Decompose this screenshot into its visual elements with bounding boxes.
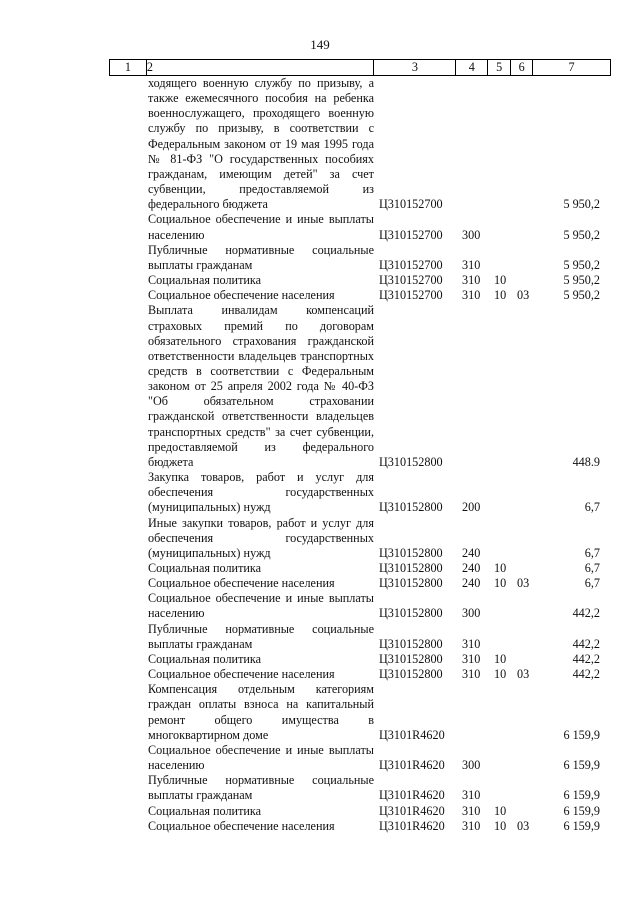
table-row <box>109 622 611 652</box>
row-code: Ц310152700 <box>379 273 443 288</box>
row-amount: 6,7 <box>584 545 600 560</box>
table-row <box>109 682 611 743</box>
row-expense-type: 310 <box>462 818 481 833</box>
row-amount: 6 159,9 <box>563 818 600 833</box>
row-name: Социальное обеспечение населения <box>148 818 335 833</box>
row-code: Ц310152800 <box>379 651 443 666</box>
row-expense-type: 310 <box>462 803 481 818</box>
row-name: Публичные нормативные социальные выплаты гражданам <box>148 621 374 651</box>
header-col-2: 2 <box>147 60 375 75</box>
row-code: Ц310152800 <box>379 500 443 515</box>
table-row <box>109 652 611 667</box>
row-amount: 5 950,2 <box>563 227 600 242</box>
page-number: 149 <box>310 37 330 52</box>
row-amount: 448.9 <box>572 454 600 469</box>
row-name: Закупка товаров, работ и услуг для обеспечения государственных (муниципальных) нужд <box>148 470 374 515</box>
row-expense-type: 310 <box>462 273 481 288</box>
row-name: Социальная политика <box>148 803 262 818</box>
row-section: 10 <box>494 288 507 303</box>
table-body <box>109 76 611 834</box>
row-amount: 5 950,2 <box>563 197 600 212</box>
row-section: 10 <box>494 803 507 818</box>
table-row <box>109 743 611 773</box>
row-code: Ц310152700 <box>379 288 443 303</box>
row-name: Социальное обеспечение населения <box>148 576 335 591</box>
row-subsection: 03 <box>517 667 530 682</box>
table-row <box>109 773 611 803</box>
row-amount: 6 159,9 <box>563 803 600 818</box>
table-row <box>109 288 611 303</box>
row-code: Ц310152800 <box>379 606 443 621</box>
header-col-7: 7 <box>533 60 611 75</box>
row-section: 10 <box>494 273 507 288</box>
row-code: Ц3101R4620 <box>379 727 445 742</box>
table-row <box>109 667 611 682</box>
row-amount: 442,2 <box>572 606 600 621</box>
row-section: 10 <box>494 667 507 682</box>
row-amount: 442,2 <box>572 651 600 666</box>
table-row <box>109 576 611 591</box>
row-section: 10 <box>494 576 507 591</box>
row-expense-type: 310 <box>462 636 481 651</box>
row-expense-type: 310 <box>462 788 481 803</box>
table-row <box>109 273 611 288</box>
table-header <box>109 59 611 76</box>
row-name: Социальное обеспечение и иные выплаты населению <box>148 591 374 621</box>
row-expense-type: 240 <box>462 576 481 591</box>
budget-table <box>109 59 611 834</box>
row-expense-type: 300 <box>462 606 481 621</box>
table-row <box>109 804 611 819</box>
row-code: Ц3101R4620 <box>379 788 445 803</box>
row-expense-type: 240 <box>462 545 481 560</box>
row-name: Социальная политика <box>148 651 262 666</box>
row-amount: 5 950,2 <box>563 273 600 288</box>
table-row <box>109 212 611 242</box>
table-row <box>109 470 611 515</box>
row-name: Социальное обеспечение населения <box>148 288 335 303</box>
row-code: Ц310152800 <box>379 454 443 469</box>
row-code: Ц3101R4620 <box>379 818 445 833</box>
table-row <box>109 243 611 273</box>
row-section: 10 <box>494 818 507 833</box>
row-code: Ц3101R4620 <box>379 803 445 818</box>
row-amount: 5 950,2 <box>563 257 600 272</box>
row-amount: 6,7 <box>584 576 600 591</box>
row-amount: 6 159,9 <box>563 758 600 773</box>
row-code: Ц310152800 <box>379 576 443 591</box>
table-row <box>109 561 611 576</box>
table-row <box>109 76 611 212</box>
row-subsection: 03 <box>517 576 530 591</box>
row-expense-type: 200 <box>462 500 481 515</box>
table-row <box>109 591 611 621</box>
table-row <box>109 819 611 834</box>
row-name: Социальное обеспечение и иные выплаты населению <box>148 212 374 242</box>
row-code: Ц310152700 <box>379 257 443 272</box>
row-amount: 6 159,9 <box>563 727 600 742</box>
row-expense-type: 240 <box>462 561 481 575</box>
row-name: Социальное обеспечение и иные выплаты населению <box>148 742 374 773</box>
row-name: Публичные нормативные социальные выплаты гражданам <box>148 773 374 803</box>
row-amount: 6 159,9 <box>563 788 600 803</box>
table-row <box>109 303 611 470</box>
row-name: Социальное обеспечение населения <box>148 667 335 682</box>
row-code: Ц310152800 <box>379 561 443 575</box>
row-expense-type: 310 <box>462 667 481 682</box>
row-subsection: 03 <box>517 288 530 303</box>
header-col-5: 5 <box>488 60 511 75</box>
row-amount: 6,7 <box>584 561 600 575</box>
row-name: Социальная политика <box>148 273 262 288</box>
header-col-1: 1 <box>110 60 147 75</box>
row-expense-type: 300 <box>462 758 481 773</box>
row-amount: 5 950,2 <box>563 288 600 303</box>
row-code: Ц310152800 <box>379 667 443 682</box>
row-expense-type: 310 <box>462 651 481 666</box>
header-col-6: 6 <box>511 60 533 75</box>
row-amount: 442,2 <box>572 636 600 651</box>
header-col-3: 3 <box>374 60 456 75</box>
row-section: 10 <box>494 561 507 575</box>
row-code: Ц310152800 <box>379 636 443 651</box>
row-amount: 442,2 <box>572 667 600 682</box>
row-amount: 6,7 <box>584 500 600 515</box>
row-section: 10 <box>494 651 507 666</box>
row-name: Выплата инвалидам компенсаций страховых премий по договорам обязательного страхования гражданской ответственности владельцев транспортных средств в соответствии с Федеральным законом от 25 апреля 2002 года № 40-ФЗ "Об обязательном страховании гражданской ответственности владельцев транспортных средств" за счет субвенции, предоставляемой из федерального бюджета <box>148 303 374 469</box>
row-name: ходящего военную службу по призыву, а также ежемесячного пособия на ребенка военнослужащего, проходящего военную службу по призыву, в соответствии с Федеральным законом от 19 мая 1995 года № 81-ФЗ "О государственных пособиях гражданам, имеющим детей" за счет субвенции, предоставляемой из федерального бюджета <box>148 76 374 212</box>
header-col-4: 4 <box>456 60 488 75</box>
row-name: Публичные нормативные социальные выплаты гражданам <box>148 242 374 272</box>
row-name: Компенсация отдельным категориям граждан оплаты взноса на капитальный ремонт общего имущества в многоквартирном доме <box>148 682 374 742</box>
row-code: Ц310152700 <box>379 197 443 212</box>
row-expense-type: 310 <box>462 288 481 303</box>
row-subsection: 03 <box>517 818 530 833</box>
row-code: Ц310152800 <box>379 545 443 560</box>
row-name: Иные закупки товаров, работ и услуг для обеспечения государственных (муниципальных) нужд <box>148 515 374 560</box>
table-row <box>109 516 611 561</box>
row-expense-type: 310 <box>462 257 481 272</box>
row-code: Ц3101R4620 <box>379 758 445 773</box>
row-expense-type: 300 <box>462 227 481 242</box>
row-code: Ц310152700 <box>379 227 443 242</box>
row-name: Социальная политика <box>148 561 262 575</box>
